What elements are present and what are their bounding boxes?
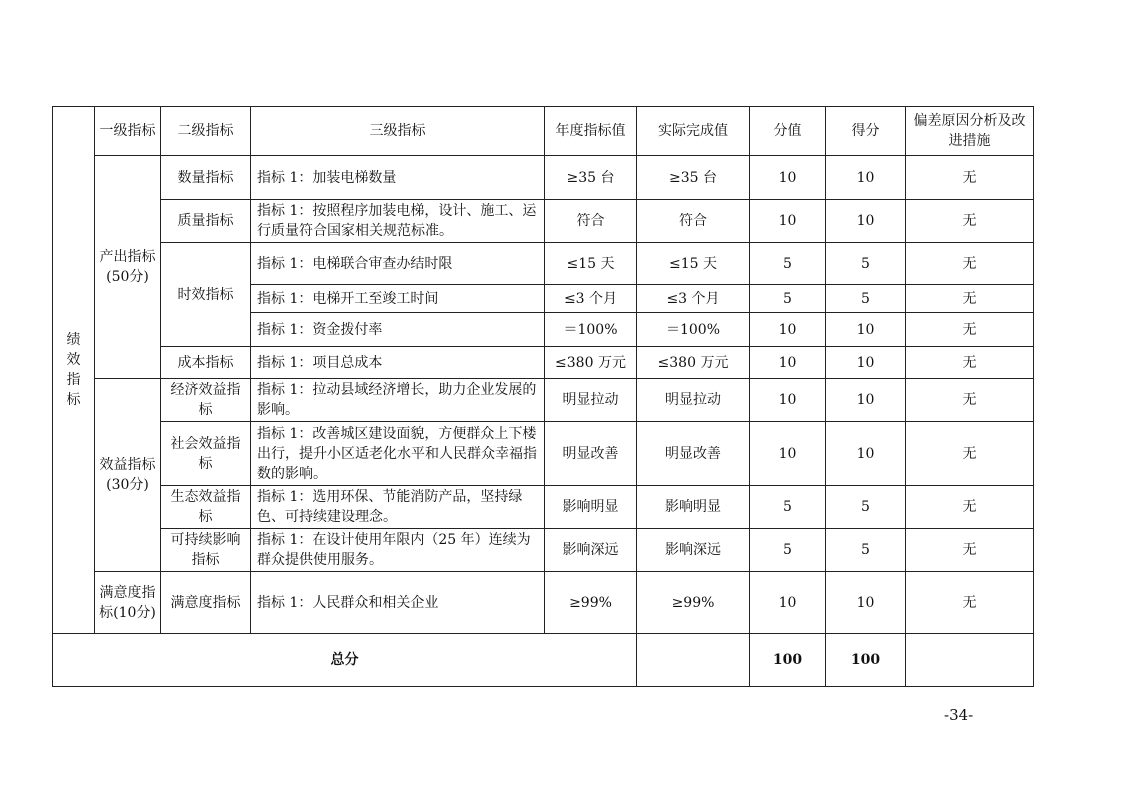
table-row — [53, 486, 1034, 529]
level3-cell: 指标 1：人民群众和相关企业 — [251, 572, 545, 634]
table-row — [53, 347, 1034, 379]
table-row — [53, 422, 1034, 486]
total-row — [53, 634, 1034, 687]
weight-cell: 5 — [750, 486, 826, 529]
weight-cell: 10 — [750, 313, 826, 347]
note-cell: 无 — [906, 200, 1034, 243]
weight-cell: 5 — [750, 529, 826, 572]
target-cell: ≤3 个月 — [545, 285, 637, 313]
category-label: 绩效指标 — [66, 332, 81, 408]
target-cell: 明显拉动 — [545, 379, 637, 422]
level3-cell: 指标 1：改善城区建设面貌，方便群众上下楼出行，提升小区适老化水平和人民群众幸福指数的影响。 — [251, 422, 545, 486]
weight-cell: 10 — [750, 200, 826, 243]
header-level2: 二级指标 — [161, 107, 251, 156]
note-cell: 无 — [906, 422, 1034, 486]
note-cell: 无 — [906, 285, 1034, 313]
actual-cell: 明显改善 — [637, 422, 750, 486]
table-row — [53, 529, 1034, 572]
level2-cell: 经济效益指标 — [161, 379, 251, 422]
table-row — [53, 200, 1034, 243]
level3-cell: 指标 1：资金拨付率 — [251, 313, 545, 347]
note-cell: 无 — [906, 379, 1034, 422]
note-cell: 无 — [906, 529, 1034, 572]
note-cell: 无 — [906, 572, 1034, 634]
total-weight: 100 — [750, 634, 826, 687]
actual-cell: 影响深远 — [637, 529, 750, 572]
level2-cell: 满意度指标 — [161, 572, 251, 634]
note-cell: 无 — [906, 486, 1034, 529]
score-cell: 10 — [826, 200, 906, 243]
header-level1: 一级指标 — [95, 107, 161, 156]
level2-cell: 时效指标 — [161, 243, 251, 347]
note-cell: 无 — [906, 156, 1034, 200]
weight-cell: 5 — [750, 243, 826, 285]
level2-cell: 质量指标 — [161, 200, 251, 243]
header-row — [53, 107, 1034, 156]
score-cell: 5 — [826, 285, 906, 313]
header-level3: 三级指标 — [251, 107, 545, 156]
page-number: -34- — [944, 706, 974, 724]
score-cell: 10 — [826, 156, 906, 200]
level2-cell: 社会效益指标 — [161, 422, 251, 486]
score-cell: 10 — [826, 422, 906, 486]
group-output: 产出指标(50分) — [95, 156, 161, 379]
level2-cell: 数量指标 — [161, 156, 251, 200]
level3-cell: 指标 1：选用环保、节能消防产品，坚持绿色、可持续建设理念。 — [251, 486, 545, 529]
level3-cell: 指标 1：电梯开工至竣工时间 — [251, 285, 545, 313]
actual-cell: ≥99% — [637, 572, 750, 634]
actual-cell: ≥35 台 — [637, 156, 750, 200]
score-cell: 5 — [826, 243, 906, 285]
target-cell: ≥99% — [545, 572, 637, 634]
note-cell: 无 — [906, 313, 1034, 347]
target-cell: ＝100% — [545, 313, 637, 347]
performance-indicator-table — [52, 106, 1034, 687]
group-satisfaction: 满意度指标(10分) — [95, 572, 161, 634]
score-cell: 10 — [826, 313, 906, 347]
total-note-empty — [906, 634, 1034, 687]
level3-cell: 指标 1：项目总成本 — [251, 347, 545, 379]
actual-cell: 明显拉动 — [637, 379, 750, 422]
score-cell: 10 — [826, 572, 906, 634]
weight-cell: 10 — [750, 572, 826, 634]
level2-cell: 生态效益指标 — [161, 486, 251, 529]
header-target: 年度指标值 — [545, 107, 637, 156]
weight-cell: 10 — [750, 156, 826, 200]
header-deviation: 偏差原因分析及改进措施 — [906, 107, 1034, 156]
level3-cell: 指标 1：按照程序加装电梯，设计、施工、运行质量符合国家相关规范标准。 — [251, 200, 545, 243]
actual-cell: ＝100% — [637, 313, 750, 347]
score-cell: 10 — [826, 347, 906, 379]
header-actual: 实际完成值 — [637, 107, 750, 156]
note-cell: 无 — [906, 347, 1034, 379]
score-cell: 5 — [826, 529, 906, 572]
level3-cell: 指标 1：在设计使用年限内（25 年）连续为群众提供使用服务。 — [251, 529, 545, 572]
level3-cell: 指标 1：加装电梯数量 — [251, 156, 545, 200]
target-cell: 影响深远 — [545, 529, 637, 572]
actual-cell: ≤380 万元 — [637, 347, 750, 379]
target-cell: ≤15 天 — [545, 243, 637, 285]
note-cell: 无 — [906, 243, 1034, 285]
total-actual-empty — [637, 634, 750, 687]
table-row — [53, 572, 1034, 634]
score-cell: 5 — [826, 486, 906, 529]
level2-cell: 成本指标 — [161, 347, 251, 379]
table-row — [53, 379, 1034, 422]
total-score: 100 — [826, 634, 906, 687]
category-cell — [53, 107, 95, 634]
actual-cell: ≤15 天 — [637, 243, 750, 285]
target-cell: ≤380 万元 — [545, 347, 637, 379]
target-cell: 符合 — [545, 200, 637, 243]
group-benefit: 效益指标(30分) — [95, 379, 161, 572]
level3-cell: 指标 1：电梯联合审查办结时限 — [251, 243, 545, 285]
table-row — [53, 243, 1034, 285]
total-label: 总分 — [53, 634, 637, 687]
table-row — [53, 156, 1034, 200]
weight-cell: 10 — [750, 379, 826, 422]
header-weight: 分值 — [750, 107, 826, 156]
actual-cell: ≤3 个月 — [637, 285, 750, 313]
target-cell: 影响明显 — [545, 486, 637, 529]
actual-cell: 符合 — [637, 200, 750, 243]
weight-cell: 10 — [750, 347, 826, 379]
level3-cell: 指标 1：拉动县域经济增长，助力企业发展的影响。 — [251, 379, 545, 422]
weight-cell: 5 — [750, 285, 826, 313]
actual-cell: 影响明显 — [637, 486, 750, 529]
weight-cell: 10 — [750, 422, 826, 486]
target-cell: 明显改善 — [545, 422, 637, 486]
level2-cell: 可持续影响指标 — [161, 529, 251, 572]
score-cell: 10 — [826, 379, 906, 422]
target-cell: ≥35 台 — [545, 156, 637, 200]
header-score: 得分 — [826, 107, 906, 156]
